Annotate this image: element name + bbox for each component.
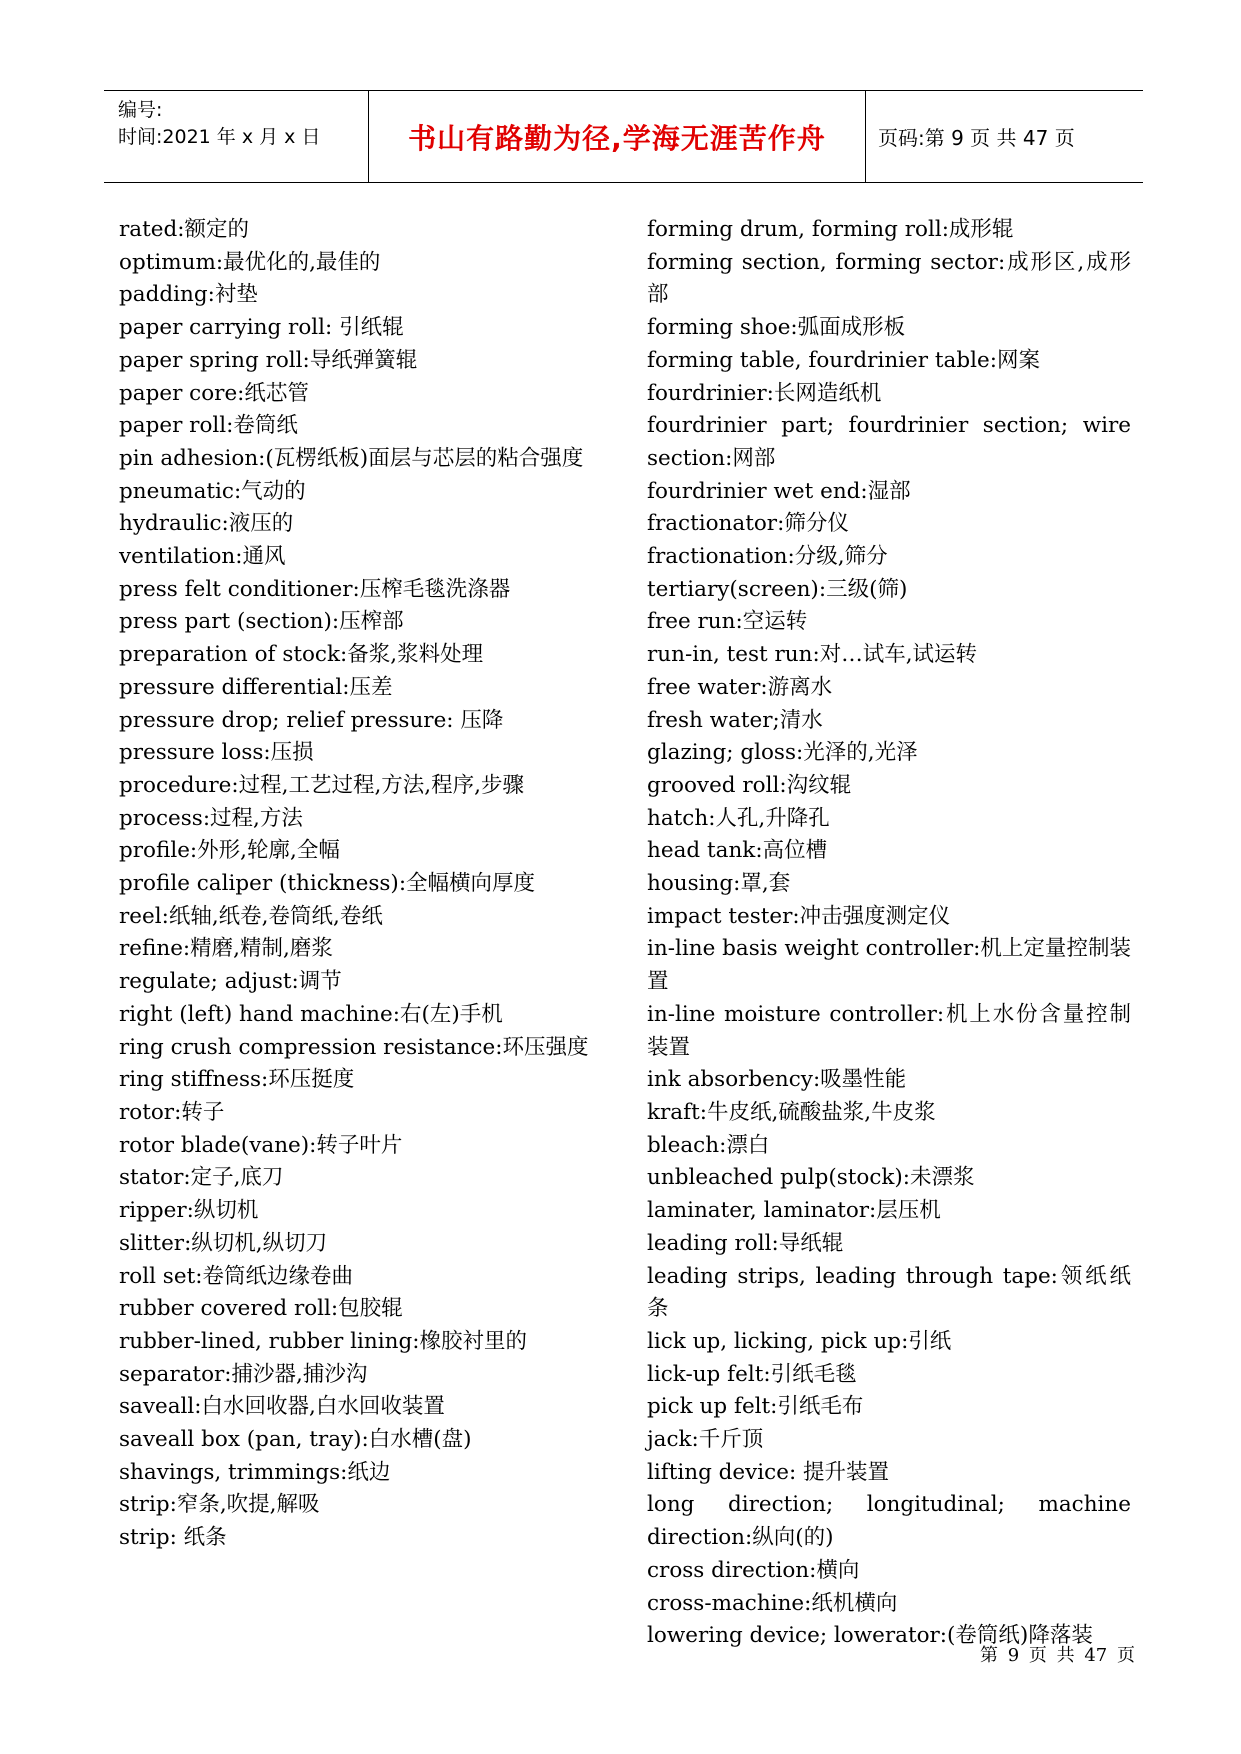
glossary-entry: pneumatic:气动的 [119,478,306,504]
glossary-entry: lick-up felt:引纸毛毯 [647,1361,857,1387]
glossary-entry: reel:纸轴,纸卷,卷筒纸,卷纸 [119,903,383,929]
glossary-entry: fractionator:筛分仪 [647,511,849,537]
glossary-entry: pressure differential:压差 [119,674,393,700]
glossary-entry: impact tester:冲击强度测定仪 [647,903,951,929]
glossary-entry: strip: 纸条 [119,1525,227,1551]
glossary-entry: jack:千斤顶 [647,1427,764,1453]
glossary-entry: paper spring roll:导纸弹簧辊 [119,347,418,373]
glossary-entry: fourdrinier:长网造纸机 [647,380,882,406]
glossary-entry: ventilation:通风 [119,544,286,570]
glossary-entry: press felt conditioner:压榨毛毯洗涤器 [119,576,511,602]
glossary-entry: rubber covered roll:包胶辊 [119,1296,403,1322]
glossary-entry: shavings, trimmings:纸边 [119,1459,391,1485]
glossary-entry: rated:额定的 [119,217,249,242]
header-left-cell [104,91,369,182]
glossary-entry: glazing; gloss:光泽的,光泽 [647,740,918,766]
glossary-entry: pressure drop; relief pressure: 压降 [119,707,504,733]
glossary-entry: press part (section):压榨部 [119,609,404,635]
glossary-entry: rubber-lined, rubber lining:橡胶衬里的 [119,1328,527,1354]
glossary-entry: long direction; longitudinal; machine direction:纵向(的) [647,1492,1131,1551]
glossary-entry: forming shoe:弧面成形板 [647,315,906,341]
glossary-entry: cross-machine:纸机横向 [647,1590,898,1616]
glossary-entry: refine:精磨,精制,磨浆 [119,936,333,962]
glossary-entry: process:过程,方法 [119,805,303,831]
glossary-entry: forming table, fourdrinier table:网案 [647,347,1040,373]
glossary-entry: pick up felt:引纸毛布 [647,1394,864,1420]
glossary-entry: preparation of stock:备浆,浆料处理 [119,642,484,668]
glossary-entry: leading strips, leading through tape:领纸纸条 [647,1263,1131,1322]
glossary-entry: padding:衬垫 [119,282,258,308]
glossary-entry: stator:定子,底刀 [119,1165,284,1191]
left-column [119,214,603,1555]
glossary-entry: paper roll:卷筒纸 [119,413,298,439]
glossary-entry: strip:窄条,吹提,解吸 [119,1492,320,1518]
glossary-entry: ring crush compression resistance:环压强度 [119,1034,589,1060]
glossary-entry: in-line moisture controller:机上水份含量控制装置 [647,1001,1131,1060]
glossary-entry: pressure loss:压损 [119,740,314,766]
glossary-entry: forming section, forming sector:成形区,成形部 [647,249,1131,308]
header-table [104,90,1143,183]
glossary-entry: hatch:人孔,升降孔 [647,805,830,831]
glossary-entry: ripper:纵切机 [119,1198,259,1224]
glossary-entry: run-in, test run:对…试车,试运转 [647,642,978,668]
glossary-entry: separator:捕沙器,捕沙沟 [119,1361,368,1387]
glossary-entry: ring stiffness:环压挺度 [119,1067,355,1093]
glossary-entry: fresh water;清水 [647,707,823,733]
glossary-entry: lifting device: 提升装置 [647,1459,890,1485]
glossary-entry: regulate; adjust:调节 [119,969,342,995]
glossary-entry: pin adhesion:(瓦楞纸板)面层与芯层的粘合强度 [119,445,584,471]
glossary-entry: fourdrinier part; fourdrinier section; wire section:网部 [647,413,1131,471]
glossary-entry: grooved roll:沟纹辊 [647,772,852,798]
glossary-entry: laminater, laminator:层压机 [647,1198,941,1224]
glossary-entry: paper carrying roll: 引纸辊 [119,315,404,341]
glossary-entry: slitter:纵切机,纵切刀 [119,1230,328,1256]
glossary-entry: leading roll:导纸辊 [647,1230,844,1256]
glossary-entry: rotor:转子 [119,1099,225,1125]
number-label: 编号: [118,99,163,121]
glossary-entry: ink absorbency:吸墨性能 [647,1067,907,1093]
glossary-entry: paper core:纸芯管 [119,380,309,406]
glossary-entry: hydraulic:液压的 [119,511,294,537]
glossary-entry: housing:罩,套 [647,871,791,897]
glossary-entry: cross direction:横向 [647,1557,860,1583]
glossary-entry: free water:游离水 [647,674,833,700]
glossary-entry: forming drum, forming roll:成形辊 [647,217,1014,242]
time-label: 时间:2021 年 x 月 x 日 [118,126,321,148]
glossary-entry: procedure:过程,工艺过程,方法,程序,步骤 [119,772,524,798]
header-page-label: 页码:第 9 页 共 47 页 [878,126,1075,150]
right-column [647,214,1131,1653]
glossary-entry: in-line basis weight controller:机上定量控制装置 [647,936,1131,995]
glossary-entry: free run:空运转 [647,609,808,635]
glossary-entry: right (left) hand machine:右(左)手机 [119,1001,503,1027]
glossary-entry: bleach:漂白 [647,1132,770,1158]
glossary-entry: roll set:卷筒纸边缘卷曲 [119,1263,353,1289]
glossary-entry: rotor blade(vane):转子叶片 [119,1132,403,1158]
glossary-entry: fractionation:分级,筛分 [647,544,888,570]
glossary-entry: profile caliper (thickness):全幅横向厚度 [119,871,536,897]
glossary-entry: head tank:高位槽 [647,838,828,864]
glossary-entry: fourdrinier wet end:湿部 [647,478,911,504]
glossary-entry: saveall box (pan, tray):白水槽(盘) [119,1427,472,1453]
glossary-entry: optimum:最优化的,最佳的 [119,249,381,275]
glossary-entry: unbleached pulp(stock):未漂浆 [647,1165,975,1191]
page-footer: 第 9 页 共 47 页 [980,1645,1135,1666]
glossary-entry: profile:外形,轮廓,全幅 [119,838,340,864]
header-motto: 书山有路勤为径,学海无涯苦作舟 [369,91,866,182]
glossary-entry: lowering device; lowerator:(卷筒纸)降落装 [647,1623,1093,1649]
glossary-entry: saveall:白水回收器,白水回收装置 [119,1394,445,1420]
glossary-entry: kraft:牛皮纸,硫酸盐浆,牛皮浆 [647,1099,936,1125]
glossary-entry: tertiary(screen):三级(筛) [647,576,908,602]
glossary-entry: lick up, licking, pick up:引纸 [647,1328,952,1354]
